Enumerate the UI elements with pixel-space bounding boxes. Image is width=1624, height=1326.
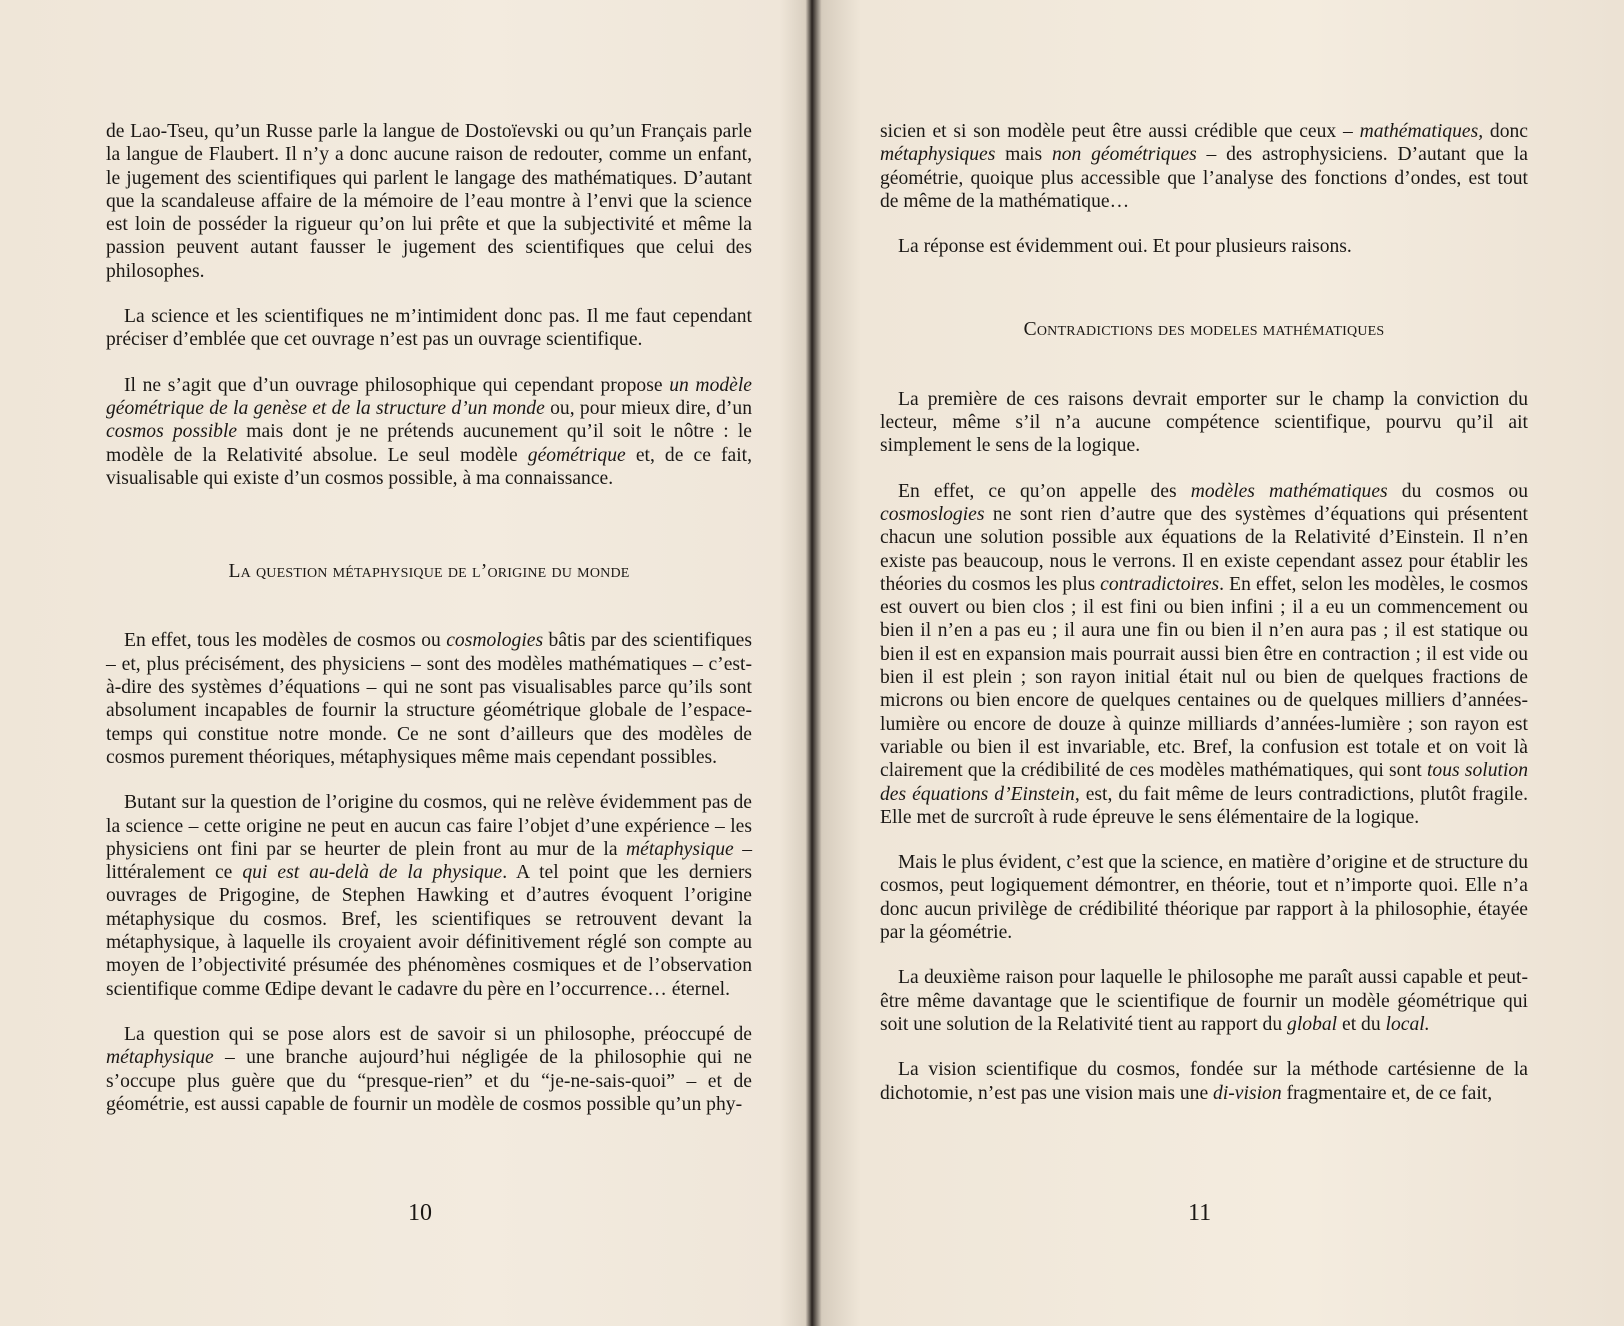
paragraph: de Lao-Tseu, qu’un Russe parle la langue de Dostoïevski ou qu’un Français parle la langue de Flaubert. Il n’y a donc aucune raison de redouter, comme un enfant, le jugement des scientifiques qui parlent le langage des mathématiques. D’autant que la scandaleuse affaire de la mémoire de l’eau montre à l’envi que la science est loin de posséder la rigueur qu’on lui prête et que la subjectivité et même la passion peuvent autant fausser le jugement des scientifiques que celui des philosophes.	[106, 121, 752, 282]
emphasis: di-vision	[1213, 1082, 1282, 1104]
paragraph: Il ne s’agit que d’un ouvrage philosophique qui cependant propose un modèle géométrique de la genèse et de la structure d’un monde ou, pour mieux dire, d’un cosmos possible mais dont je ne prétends aucunement qu’il soit le nôtre : le modèle de la Relativité absolue. Le seul modèle géométrique et, de ce fait, visualisable qui existe d’un cosmos possible, à ma connaissance.	[106, 374, 752, 489]
emphasis: métaphysique	[106, 1047, 214, 1069]
emphasis: géométrique	[527, 444, 626, 466]
emphasis: un modèle géométrique de la genèse et de la structure d’un monde	[106, 374, 752, 419]
paragraph: sicien et si son modèle peut être aussi crédible que ceux – mathématiques, donc métaphysiques mais non géométriques – des astrophysiciens. D’autant que la géométrie, quoique plus accessible que l’analyse des fonctions d’ondes, est tout de même de la mathématique…	[880, 121, 1528, 212]
section-heading: Contradictions des modeles mathématiques	[1023, 319, 1385, 341]
emphasis: métaphysiques	[880, 144, 996, 166]
paragraph: Mais le plus évident, c’est que la science, en matière d’origine et de structure du cosmos, peut logiquement démontrer, en théorie, tout et n’importe quoi. Elle n’a donc aucun privilège de crédibilité théorique par rapport à la philosophie, étayée par la géométrie.	[880, 852, 1528, 944]
left-page-text	[106, 120, 752, 1138]
paragraph: La première de ces raisons devrait emporter sur le champ la conviction du lecteur, même s’il n’a aucune compétence scientifique, pourvu qu’il ait simplement le sens de la logique.	[880, 388, 1528, 457]
paragraph: La réponse est évidemment oui. Et pour plusieurs raisons.	[898, 236, 1352, 258]
paragraph: La deuxième raison pour laquelle le philosophe me paraît aussi capable et peut-être même davantage que le scientifique de fournir un modèle géométrique qui soit une solution de la Relativité tient au rapport du global et du local.	[880, 967, 1528, 1035]
emphasis: cosmos possible	[106, 421, 238, 443]
paragraph: La vision scientifique du cosmos, fondée sur la méthode cartésienne de la dichotomie, n’est pas une vision mais une di-vision fragmentaire et, de ce fait,	[880, 1059, 1528, 1104]
left-page	[0, 0, 800, 1326]
emphasis: cosmoslogies	[880, 503, 985, 525]
right-page-text	[880, 120, 1528, 1127]
emphasis: cosmologies	[446, 630, 544, 652]
emphasis: tous solution des équations d’Einstein	[880, 760, 1528, 805]
right-page	[824, 0, 1624, 1326]
paragraph: En effet, ce qu’on appelle des modèles mathématiques du cosmos ou cosmoslogies ne sont rien d’autre que des systèmes d’équations qui présentent chacun une solution possible aux équations de la Relativité d’Einstein. Il n’en existe pas beaucoup, nous le verrons. Il en existe cependant assez pour établir les théories du cosmos les plus contradictoires. En effet, selon les modèles, le cosmos est ouvert ou bien clos ; il est fini ou bien infini ; il a eu un commencement ou bien il n’en a pas eu ; il aura une fin ou bien il n’en aura pas ; il est statique ou bien il est en expansion mais pourrait aussi bien être en contraction ; il est vide ou bien il est plein ; son rayon initial était nul ou bien de quelques fractions de microns ou bien encore de quelques centaines ou de quelques milliers d’années-lumière ou encore de douze à quinze milliards d’années-lumière ; son rayon est variable ou bien il est invariable, etc. Bref, la confusion est totale et on voit là clairement que la crédibilité de ces modèles mathématiques, qui sont tous solution des équations d’Einstein, est, du fait même de leurs contradictions, plutôt fragile. Elle met de surcroît à rude épreuve le sens élémentaire de la logique.	[880, 480, 1528, 828]
emphasis: global	[1287, 1013, 1338, 1035]
emphasis: contradictoires	[1100, 573, 1220, 595]
emphasis: non géométriques	[1051, 144, 1197, 166]
emphasis: modèles mathématiques	[1190, 480, 1388, 502]
emphasis: local.	[1385, 1013, 1430, 1035]
paragraph: Butant sur la question de l’origine du cosmos, qui ne relève évidemment pas de la science – cette origine ne peut en aucun cas faire l’objet d’une expérience – les physiciens ont fini par se heurter de plein front au mur de la métaphysique – littéralement ce qui est au-delà de la physique. A tel point que les derniers ouvrages de Prigogine, de Stephen Hawking et d’autres évoquent l’origine métaphysique du cosmos. Bref, les scientifiques se retrouvent devant la métaphysique, à laquelle ils croyaient avoir définitivement réglé son compte au moyen de l’objectivité présumée des phénomènes cosmiques et de l’observation scientifique comme Œdipe devant le cadavre du père en l’occurrence… éternel.	[106, 792, 752, 1000]
emphasis: métaphysique	[626, 838, 734, 860]
paragraph: La science et les scientifiques ne m’intimident donc pas. Il me faut cependant préciser d’emblée que cet ouvrage n’est pas un ouvrage scientifique.	[106, 306, 752, 351]
section-heading: La question métaphysique de l’origine du monde	[228, 561, 630, 583]
paragraph: La question qui se pose alors est de savoir si un philosophe, préoccupé de métaphysique – une branche aujourd’hui négligée de la philosophie qui ne s’occupe plus guère que du “presque-rien” et du “je-ne-sais-quoi” – et de géométrie, est aussi capable de fournir un modèle de cosmos possible qu’un phy-	[106, 1023, 752, 1115]
paragraph: En effet, tous les modèles de cosmos ou cosmologies bâtis par des scientifiques – et, plus précisément, des physiciens – sont des modèles mathématiques – c’est-à-dire des systèmes d’équations – qui ne sont pas visualisables parce qu’ils sont absolument incapables de fournir la structure géométrique globale de l’espace-temps qui constitue notre monde. Ce ne sont d’ailleurs que des modèles de cosmos purement théoriques, métaphysiques même mais cependant possibles.	[106, 630, 752, 768]
page-number: 11	[1188, 1200, 1212, 1226]
emphasis: qui est au-delà de la physique	[242, 862, 503, 884]
emphasis: mathématiques,	[1359, 121, 1484, 142]
page-number: 10	[408, 1200, 432, 1226]
